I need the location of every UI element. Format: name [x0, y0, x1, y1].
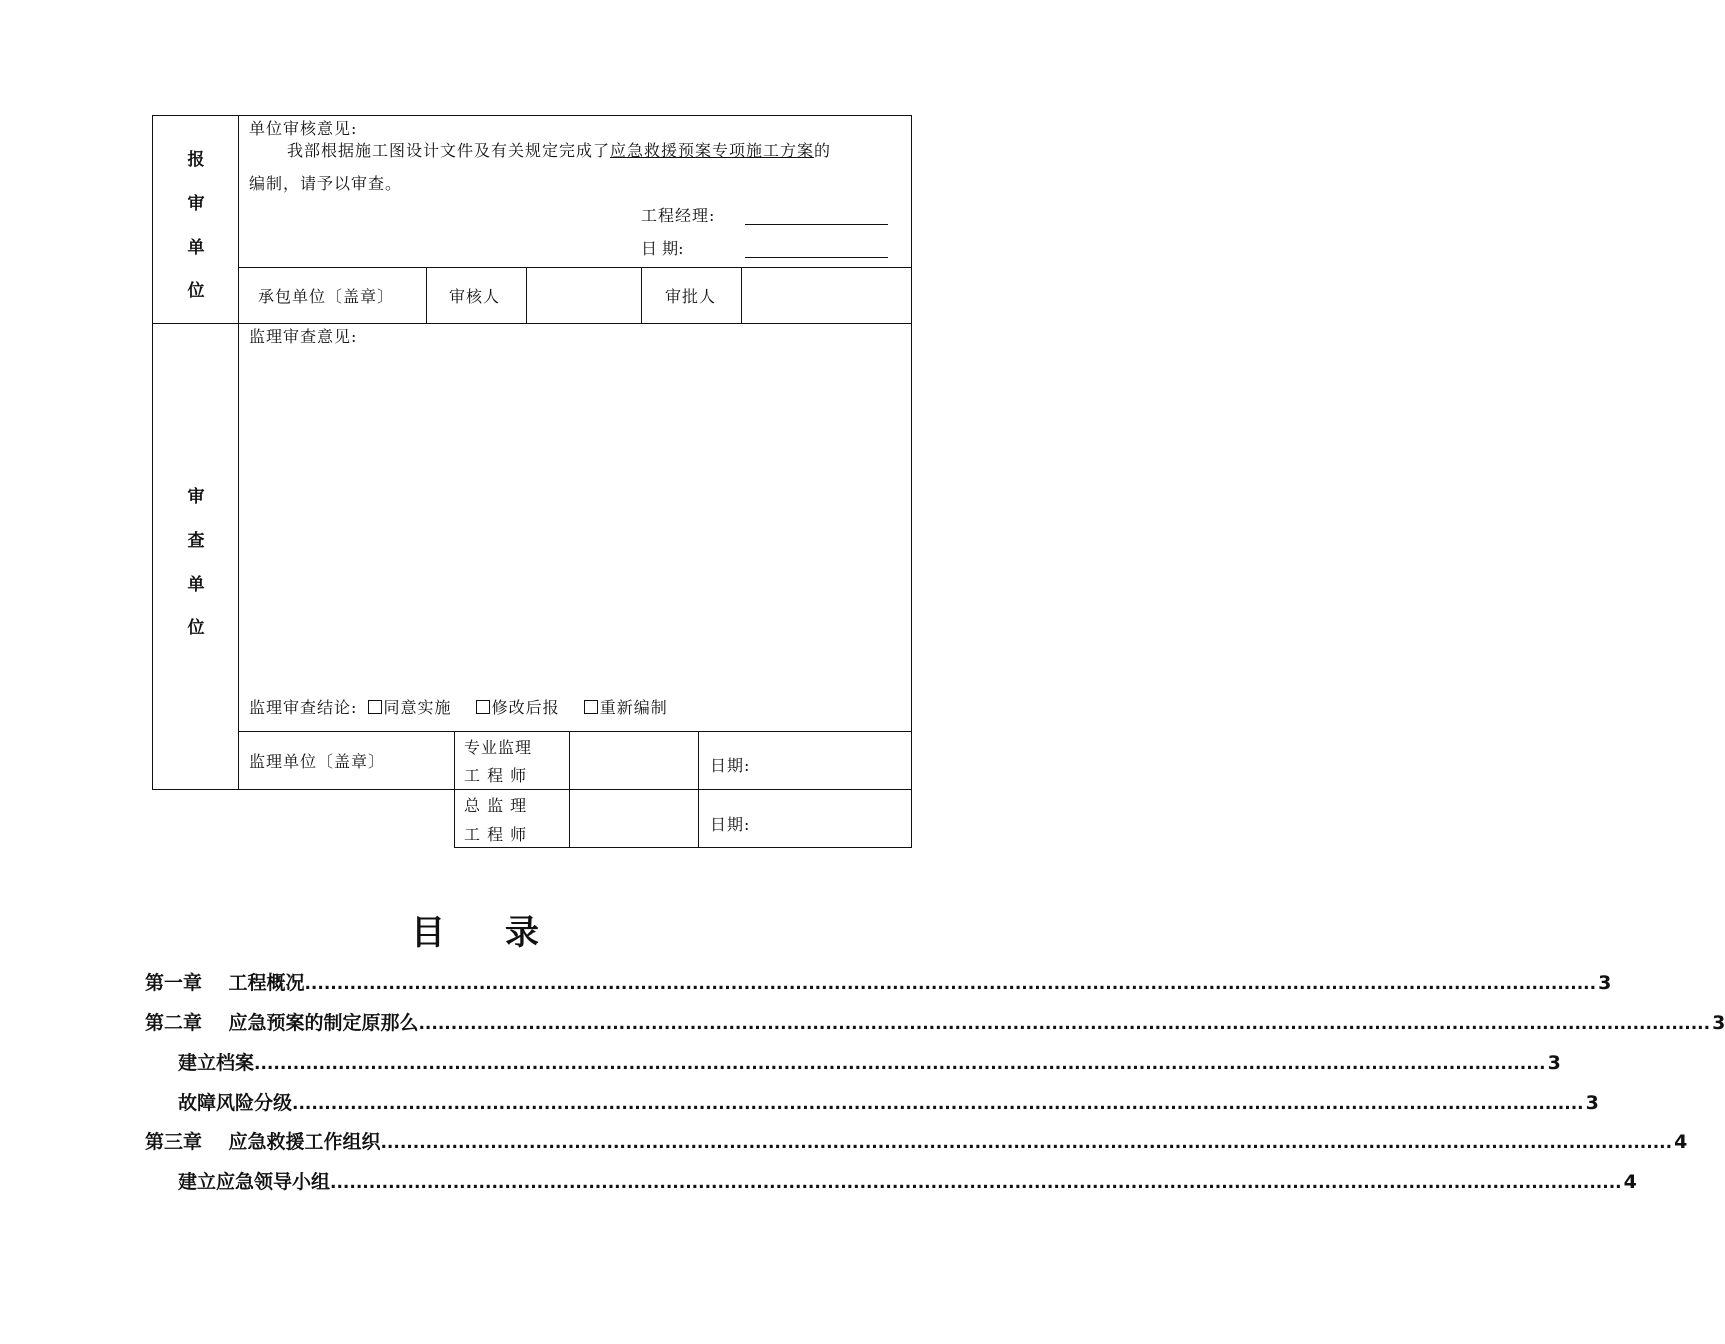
toc-entry-page: 3 — [1585, 1092, 1599, 1114]
checkbox-icon[interactable] — [368, 700, 382, 714]
toc-entry[interactable] — [178, 1088, 1599, 1114]
toc-entry-label: 建立档案 — [178, 1052, 255, 1074]
toc-entry-label: 故障风险分级 — [178, 1092, 293, 1114]
checkbox-icon[interactable] — [584, 700, 598, 714]
option-label: 同意实施 — [383, 698, 452, 717]
specialist-signature-cell[interactable] — [570, 732, 698, 789]
toc-entry-page: 4 — [1674, 1131, 1688, 1153]
conclusion-label: 监理审查结论: — [249, 698, 358, 717]
checkbox-icon[interactable] — [476, 700, 490, 714]
header-char: 单 — [187, 238, 205, 258]
toc-entry[interactable] — [145, 1127, 1688, 1153]
option-label: 修改后报 — [491, 698, 560, 717]
project-manager-label: 工程经理: — [641, 206, 716, 225]
reviewer-label: 审核人 — [449, 287, 501, 306]
header-char: 审 — [187, 487, 205, 507]
toc-entry[interactable] — [178, 1048, 1561, 1074]
toc-leader: ........................................................................................................................................................................................................ — [330, 1173, 1622, 1193]
toc-entry[interactable] — [178, 1167, 1637, 1193]
date-label: 日 期: — [641, 239, 684, 258]
toc-entry-label: 第二章 应急预案的制定原那么 — [145, 1012, 419, 1034]
chief-date-label: 日期: — [710, 815, 751, 834]
header-char: 单 — [187, 575, 205, 595]
toc-leader: ........................................................................................................................................................................................................ — [418, 1014, 1711, 1034]
chief-label: 总 监 理 — [464, 796, 528, 815]
unit-opinion-text — [287, 141, 831, 161]
header-char: 审 — [187, 194, 205, 214]
approver-label: 审批人 — [665, 287, 717, 306]
specialist-label-line2: 工 程 师 — [464, 766, 528, 785]
plan-name: 应急救援预案专项施工方案 — [610, 141, 815, 160]
option-revise[interactable] — [476, 698, 560, 717]
chief-signature-cell[interactable] — [570, 790, 698, 847]
header-char: 位 — [187, 618, 205, 638]
toc-entry[interactable] — [145, 1008, 1725, 1034]
toc-entry-label: 第三章 应急救援工作组织 — [145, 1131, 381, 1153]
specialist-date-label: 日期: — [710, 756, 751, 775]
unit-opinion-text-continued: 编制，请予以审查。 — [249, 174, 403, 193]
option-agree[interactable] — [368, 698, 452, 717]
toc-entry-page: 3 — [1598, 972, 1612, 994]
unit-opinion-text-end: 的 — [814, 141, 832, 160]
header-char: 查 — [187, 531, 205, 551]
specialist-label: 专业监理 — [464, 738, 533, 757]
chief-label-line2: 工 程 师 — [464, 825, 528, 844]
supervision-unit-label: 监理单位〔盖章〕 — [249, 752, 386, 771]
option-redo[interactable] — [584, 698, 668, 717]
toc-entry-page: 3 — [1712, 1012, 1725, 1034]
toc-entry-page: 3 — [1547, 1052, 1561, 1074]
toc-entry-label: 第一章 工程概况 — [145, 972, 305, 994]
toc-title: 目录 — [411, 913, 599, 953]
toc-entry-label: 建立应急领导小组 — [178, 1171, 331, 1193]
header-char: 位 — [187, 281, 205, 301]
approver-signature-cell[interactable] — [742, 268, 911, 323]
supervision-opinion-area[interactable] — [240, 350, 910, 690]
toc-leader: ........................................................................................................................................................................................................ — [254, 1054, 1546, 1074]
toc-leader: ........................................................................................................................................................................................................ — [304, 974, 1597, 994]
toc-entry-page: 4 — [1623, 1171, 1637, 1193]
date-signature-line[interactable] — [745, 257, 888, 258]
option-label: 重新编制 — [599, 698, 668, 717]
toc-leader: ........................................................................................................................................................................................................ — [380, 1133, 1673, 1153]
project-manager-signature-line[interactable] — [745, 224, 888, 225]
unit-opinion-label: 单位审核意见: — [249, 119, 358, 138]
reviewer-signature-cell[interactable] — [527, 268, 641, 323]
toc-entry[interactable] — [145, 968, 1612, 994]
header-char: 报 — [187, 150, 205, 170]
conclusion-row — [249, 698, 668, 718]
unit-opinion-text-start: 我部根据施工图设计文件及有关规定完成了 — [287, 141, 611, 160]
supervision-opinion-label: 监理审查意见: — [249, 327, 358, 346]
toc-leader: ........................................................................................................................................................................................................ — [292, 1094, 1584, 1114]
contractor-label: 承包单位〔盖章〕 — [258, 287, 395, 306]
